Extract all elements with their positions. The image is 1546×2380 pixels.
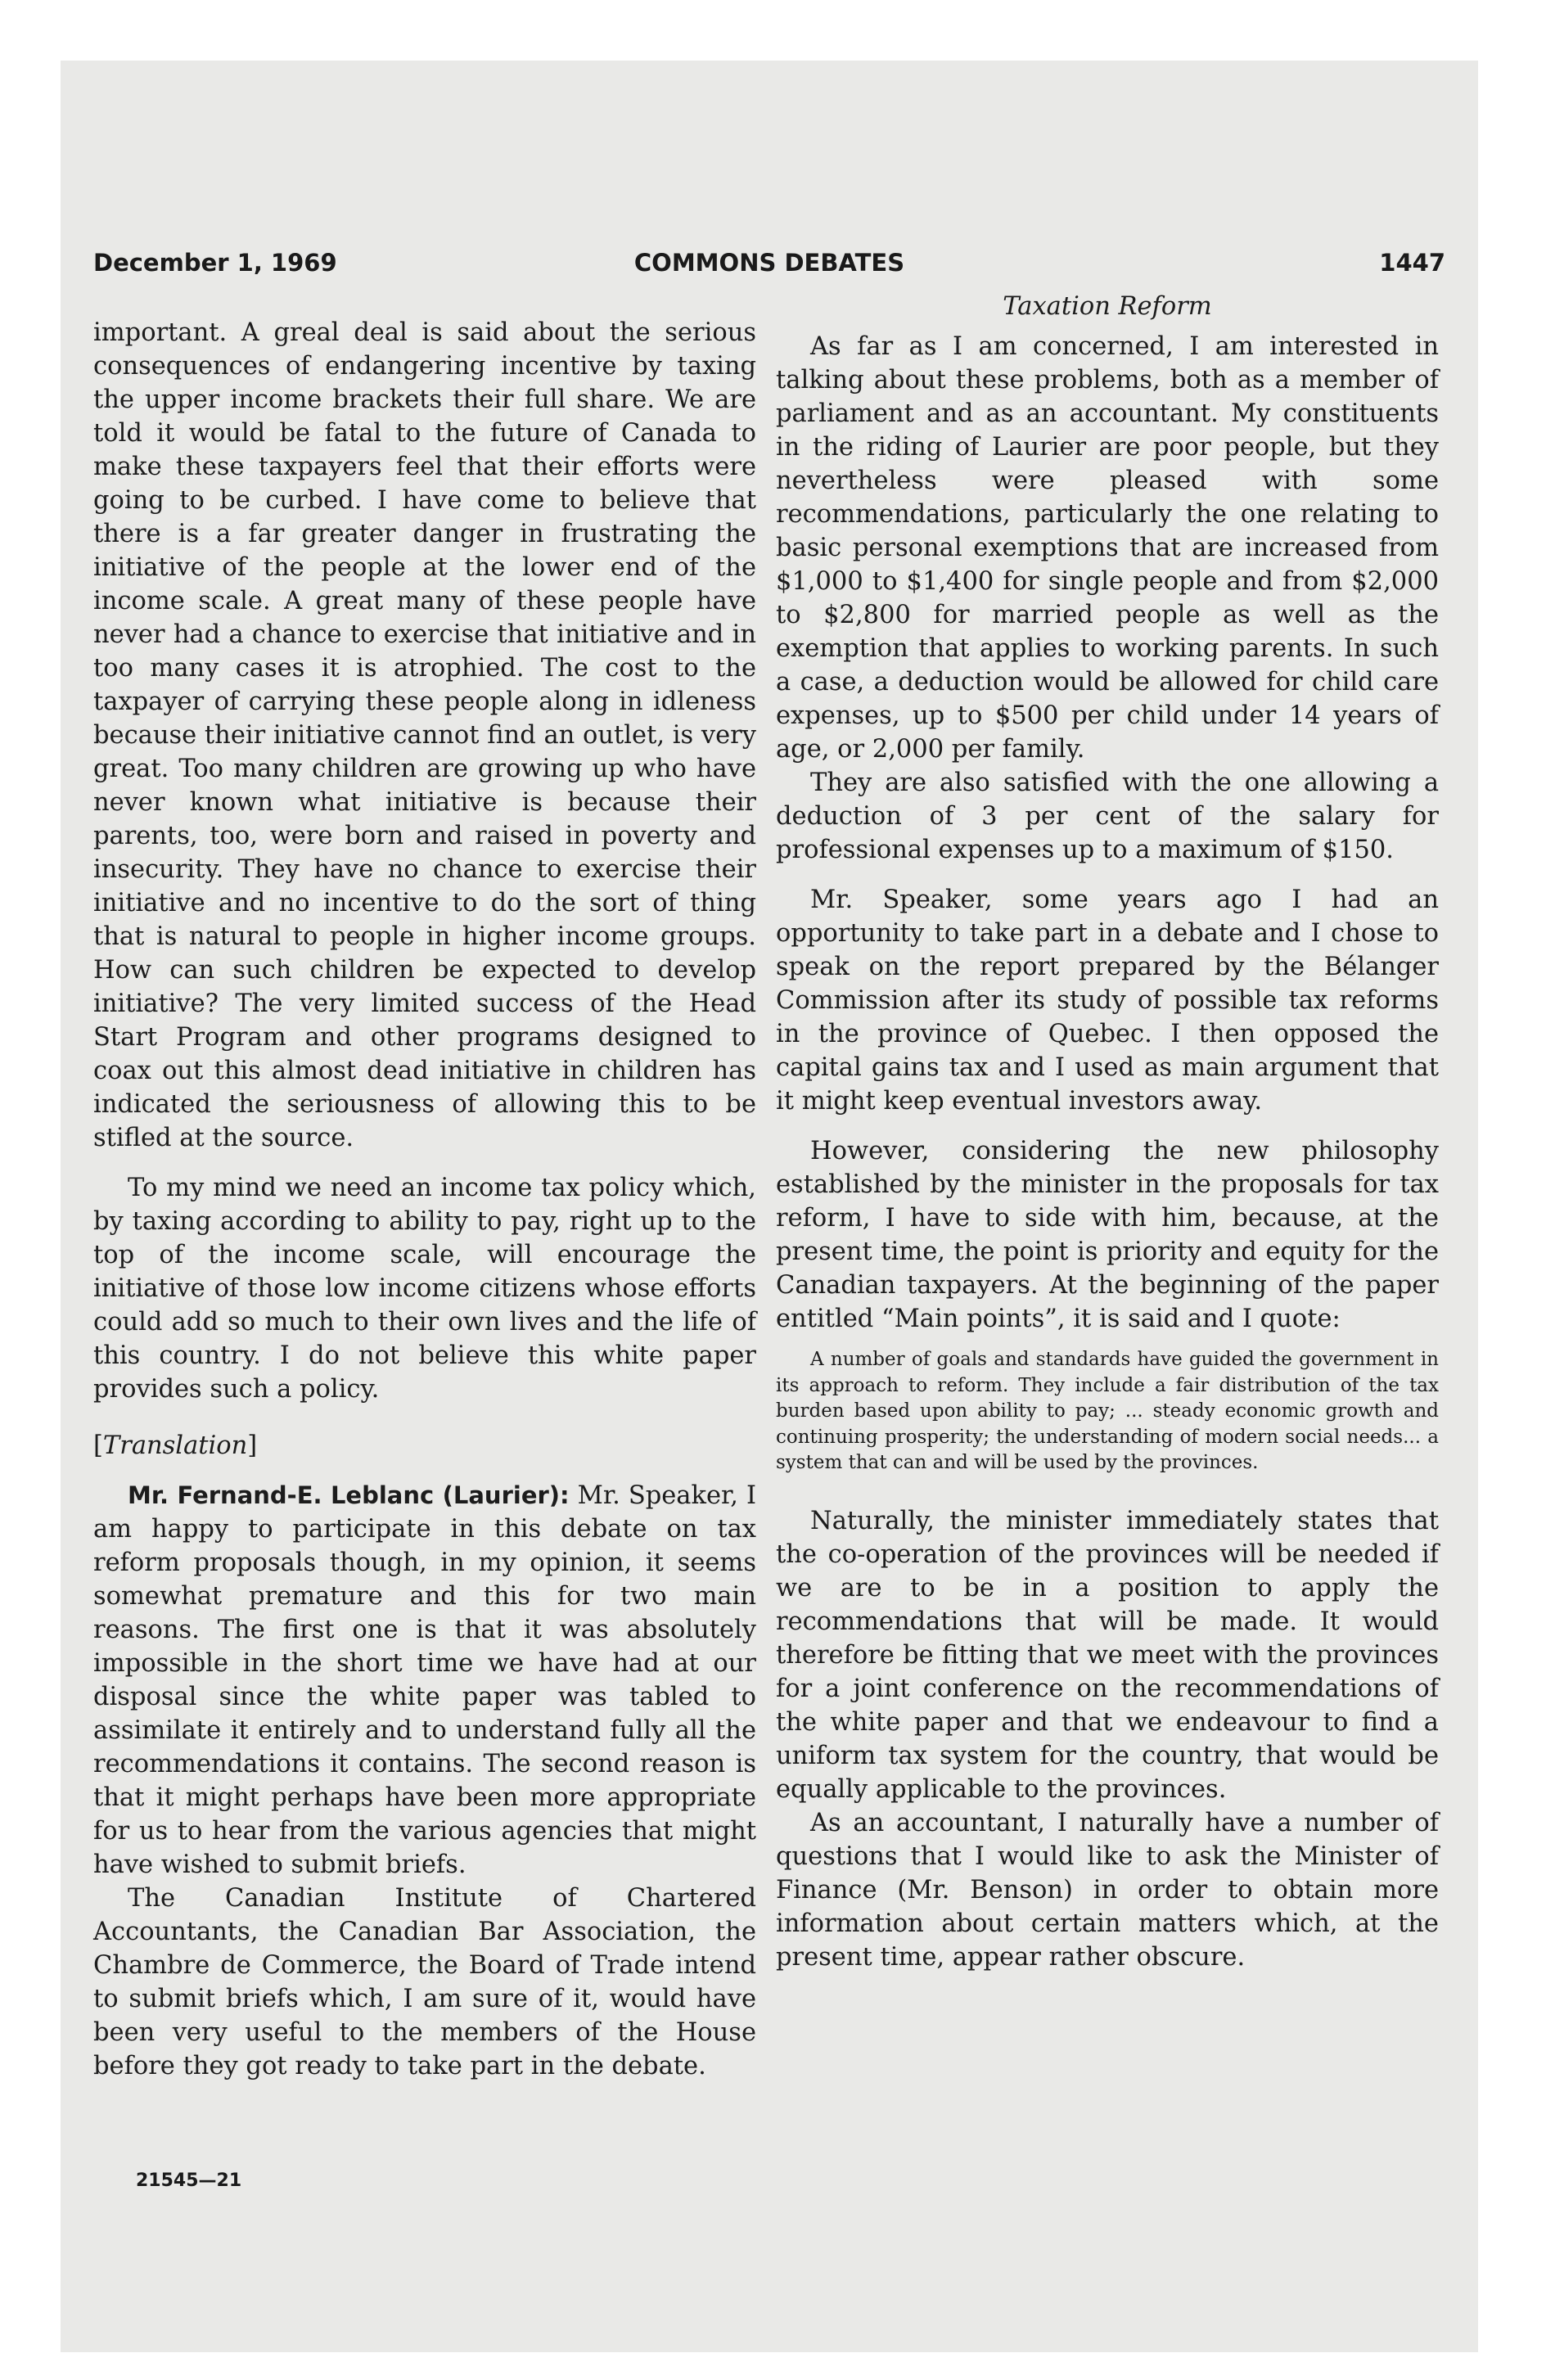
running-header (61, 192, 1478, 277)
header-date: December 1, 1969 (93, 249, 337, 277)
translation-label: [Translation] (93, 1431, 258, 1460)
paragraph-belanger-commission: Mr. Speaker, some years ago I had an opportunity to take part in a debate and I chose to speak on the report prepared by the Bélanger Commission after its study of possible tax reforms in the province of Quebec. I then opposed the capital gains tax and I used as main argument that it might keep eventual investors away. (776, 886, 1439, 1116)
paragraph-income-tax-policy: To my mind we need an income tax policy which, by taxing according to ability to pay, right up to the top of the income scale, will encourage the initiative of those low income citizens whose efforts could add so much to their own lives and the life of this country. I do not believe this white paper provides such a policy. (93, 1174, 756, 1404)
right-column (776, 290, 1439, 1974)
paragraph-constituents: As far as I am concerned, I am interested in talking about these problems, both as a member of parliament and as an accountant. My constituents in the riding of Laurier are poor people, but they nevertheless were pleased with some recommendations, particularly the one relating to basic personal exemptions that are increased from $1,000 to $1,400 for single people and from $2,000 to $2,800 for married people as well as the exemption that applies to working parents. In such a case, a deduction would be allowed for child care expenses, up to $500 per child under 14 years of age, or 2,000 per family. (776, 332, 1439, 764)
footer-print-code: 21545—21 (136, 2170, 242, 2191)
paragraph-provinces-cooperation: Naturally, the minister immediately states that the co-operation of the provinces will be needed if we are to be in a position to apply the recommendations that will be made. It would therefore be fitting that we meet with the provinces for a joint conference on the recommendations of the white paper and that we endeavour to find a uniform tax system for the country, that would be equally applicable to the provinces. (776, 1506, 1439, 1804)
header-page-number: 1447 (1379, 249, 1445, 277)
speaker-name: Mr. Fernand-E. Leblanc (Laurier): (128, 1481, 570, 1509)
block-quote (776, 1347, 1439, 1476)
paragraph-briefs: The Canadian Institute of Chartered Accountants, the Canadian Bar Association, the Chambre de Commerce, the Board of Trade intend to submit briefs which, I am sure of it, would have been very useful to the members of the House before they got ready to take part in the debate. (93, 1884, 756, 2080)
section-heading: Taxation Reform (1003, 292, 1212, 321)
paragraph-leblanc-text: Mr. Speaker, I am happy to participate in this debate on tax reform proposals though, in my opinion, it seems somewhat premature and this for two main reasons. The first one is that it was absolutely impossible in the short time we have had at our disposal since the white paper was tabled to assimilate it entirely and to understand fully all the recommendations it contains. The second reason is that it might perhaps have been more appropriate for us to hear from the various agencies that might have wished to submit briefs. (93, 1481, 756, 1879)
translation-label-text: Translation (102, 1431, 248, 1460)
paragraph-initiative: important. A greal deal is said about the serious consequences of endangering incentive by taxing the upper income brackets their full share. We are told it would be fatal to the future of Canada to make these taxpayers feel that their efforts were going to be curbed. I have come to believe that there is a far greater danger in frustrating the initiative of the people at the lower end of the income scale. A great many of these people have never had a chance to exercise that initiative and in too many cases it is atrophied. The cost to the taxpayer of carrying these people along in idleness because their initiative cannot find an outlet, is very great. Too many children are growing up who have never known what initiative is because their parents, too, were born and raised in poverty and insecurity. They have no chance to exercise their initiative and no incentive to do the sort of thing that is natural to people in higher income groups. How can such children be expected to develop initiative? The very limited success of the Head Start Program and other programs designed to coax out this almost dead initiative in children has indicated the seriousness of allowing this to be stifled at the source. (93, 318, 756, 1152)
page-sheet (61, 61, 1478, 2352)
header-journal-title: COMMONS DEBATES (633, 249, 905, 277)
paragraph-professional-expenses: They are also satisfied with the one allowing a deduction of 3 per cent of the salary for professional expenses up to a maximum of $150. (776, 769, 1439, 864)
left-column (93, 316, 756, 2083)
paragraph-new-philosophy: However, considering the new philosophy established by the minister in the proposals for tax reform, I have to side with him, because, at the present time, the point is priority and equity for the Canadian taxpayers. At the beginning of the paper entitled “Main points”, it is said and I quote: (776, 1137, 1439, 1333)
paragraph-leblanc-opening (93, 1479, 756, 1882)
paragraph-accountant-questions: As an accountant, I naturally have a number of questions that I would like to ask the Minister of Finance (Mr. Benson) in order to obtain more information about certain matters which, at the present time, appear rather obscure. (776, 1808, 1439, 1972)
block-quote-text: A number of goals and standards have guided the government in its approach to reform. They include a fair distribution of the tax burden based upon ability to pay; ... steady economic growth and continuing prosperity; the understanding of modern social needs... a system that can and will be used by the provinces. (776, 1349, 1439, 1473)
